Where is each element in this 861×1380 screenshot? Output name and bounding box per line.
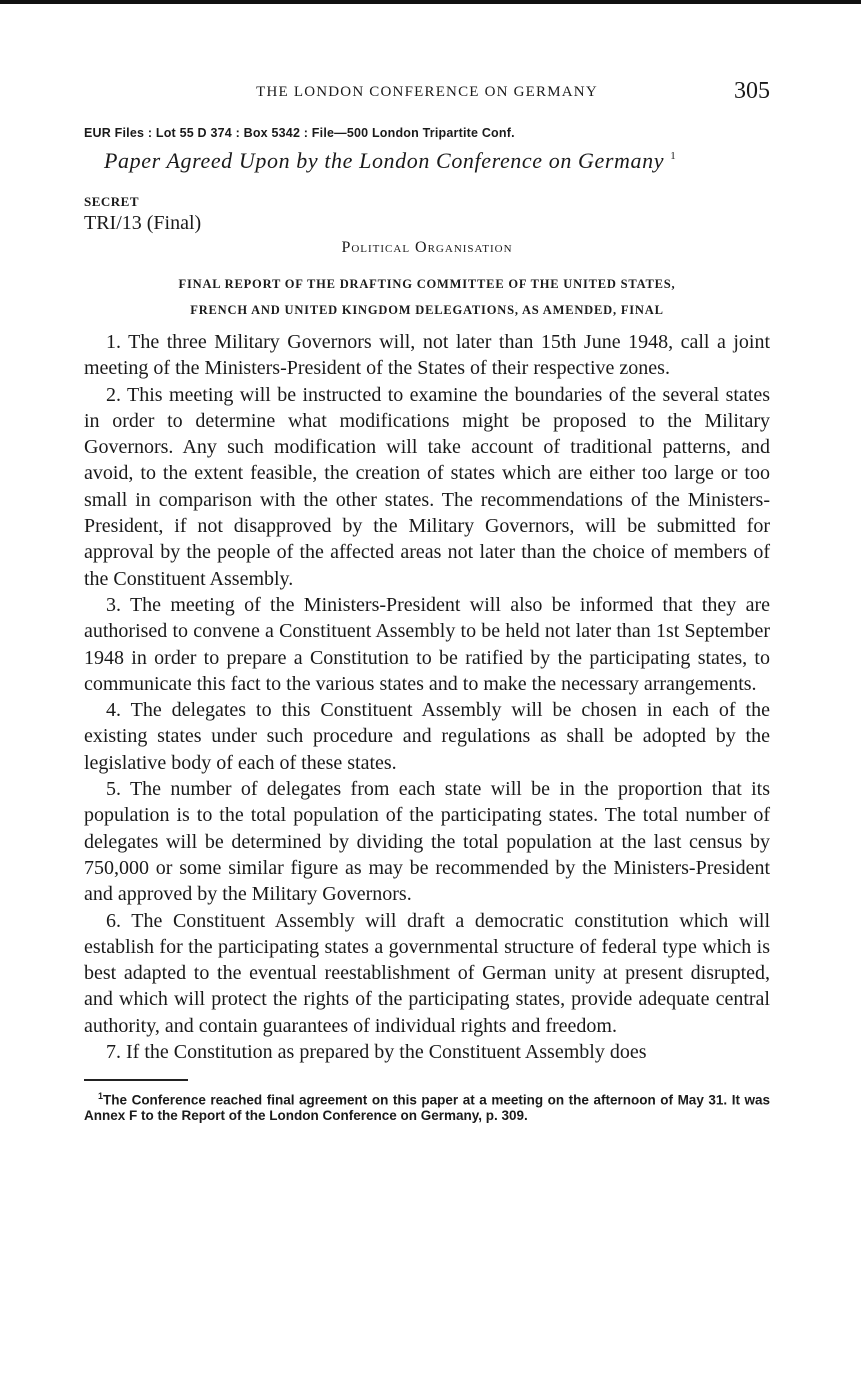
report-subtitle-line-2: FRENCH AND UNITED KINGDOM DELEGATIONS, AS AMENDED, FINAL (190, 303, 664, 317)
document-title (104, 148, 770, 174)
page-number: 305 (734, 78, 770, 104)
document-title-text: Paper Agreed Upon by the London Conference on Germany (104, 148, 665, 173)
running-header (84, 78, 770, 112)
report-subtitle-line-1: FINAL REPORT OF THE DRAFTING COMMITTEE OF THE UNITED STATES, (178, 277, 676, 291)
paragraph-1: 1. The three Military Governors will, not later than 15th June 1948, call a joint meeting of the Ministers-President of the States of their respective zones. (84, 331, 770, 380)
report-body (84, 329, 770, 1065)
document-number: TRI/13 (Final) (84, 212, 202, 234)
classification-label: SECRET (84, 194, 140, 209)
paragraph-6: 6. The Constituent Assembly will draft a democratic constitution which will establish for the participating states a governmental structure of federal type which is best adapted to the eventual reestablishment of German unity at present disrupted, and which will protect the rights of the participating states, provide adequate central authority, and contain guarantees of individual rights and freedom. (84, 909, 770, 1037)
page-top-edge (0, 0, 861, 4)
footnote-reference: 1 (670, 150, 677, 162)
footnote (84, 1089, 770, 1123)
running-title: THE LONDON CONFERENCE ON GERMANY (256, 84, 598, 100)
document-page (84, 78, 770, 1123)
source-citation: EUR Files : Lot 55 D 374 : Box 5342 : File—500 London Tripartite Conf. (84, 126, 515, 140)
footnote-text: The Conference reached final agreement on this paper at a meeting on the afternoon of May 31. It was Annex F to the Report of the London Conference on Germany, p. 309. (84, 1092, 770, 1123)
section-heading: Political Organisation (341, 239, 513, 256)
footnote-marker: 1 (98, 1091, 104, 1102)
paragraph-5: 5. The number of delegates from each state will be in the proportion that its population is to the total population of the participating states. The total number of delegates will be determined by dividing the total population at the last census by 750,000 or some similar figure as may be recommended by the Ministers-President and approved by the Military Governors. (84, 778, 770, 906)
footnote-divider (84, 1079, 188, 1081)
report-subtitle (84, 271, 770, 323)
paragraph-7: 7. If the Constitution as prepared by the Constituent Assembly does (106, 1041, 647, 1064)
paragraph-3: 3. The meeting of the Ministers-President will also be informed that they are authorised to convene a Constituent Assembly to be held not later than 1st September 1948 in order to prepare a Constitution to be ratified by the participating states, to communicate this fact to the various states and to make the necessary arrangements. (84, 593, 770, 695)
paragraph-2: 2. This meeting will be instructed to examine the boundaries of the several states in order to determine what modifications might be proposed to the Military Governors. Any such modification will take account of traditional patterns, and avoid, to the extent feasible, the creation of states which are either too large or too small in comparison with the other states. The recommendations of the Ministers-President, if not disapproved by the Military Governors, will be submitted for approval by the people of the affected areas not later than the choice of members of the Constituent Assembly. (84, 383, 770, 590)
paragraph-4: 4. The delegates to this Constituent Assembly will be chosen in each of the existing states under such procedure and regulations as shall be adopted by the legislative body of each of these states. (84, 699, 770, 774)
